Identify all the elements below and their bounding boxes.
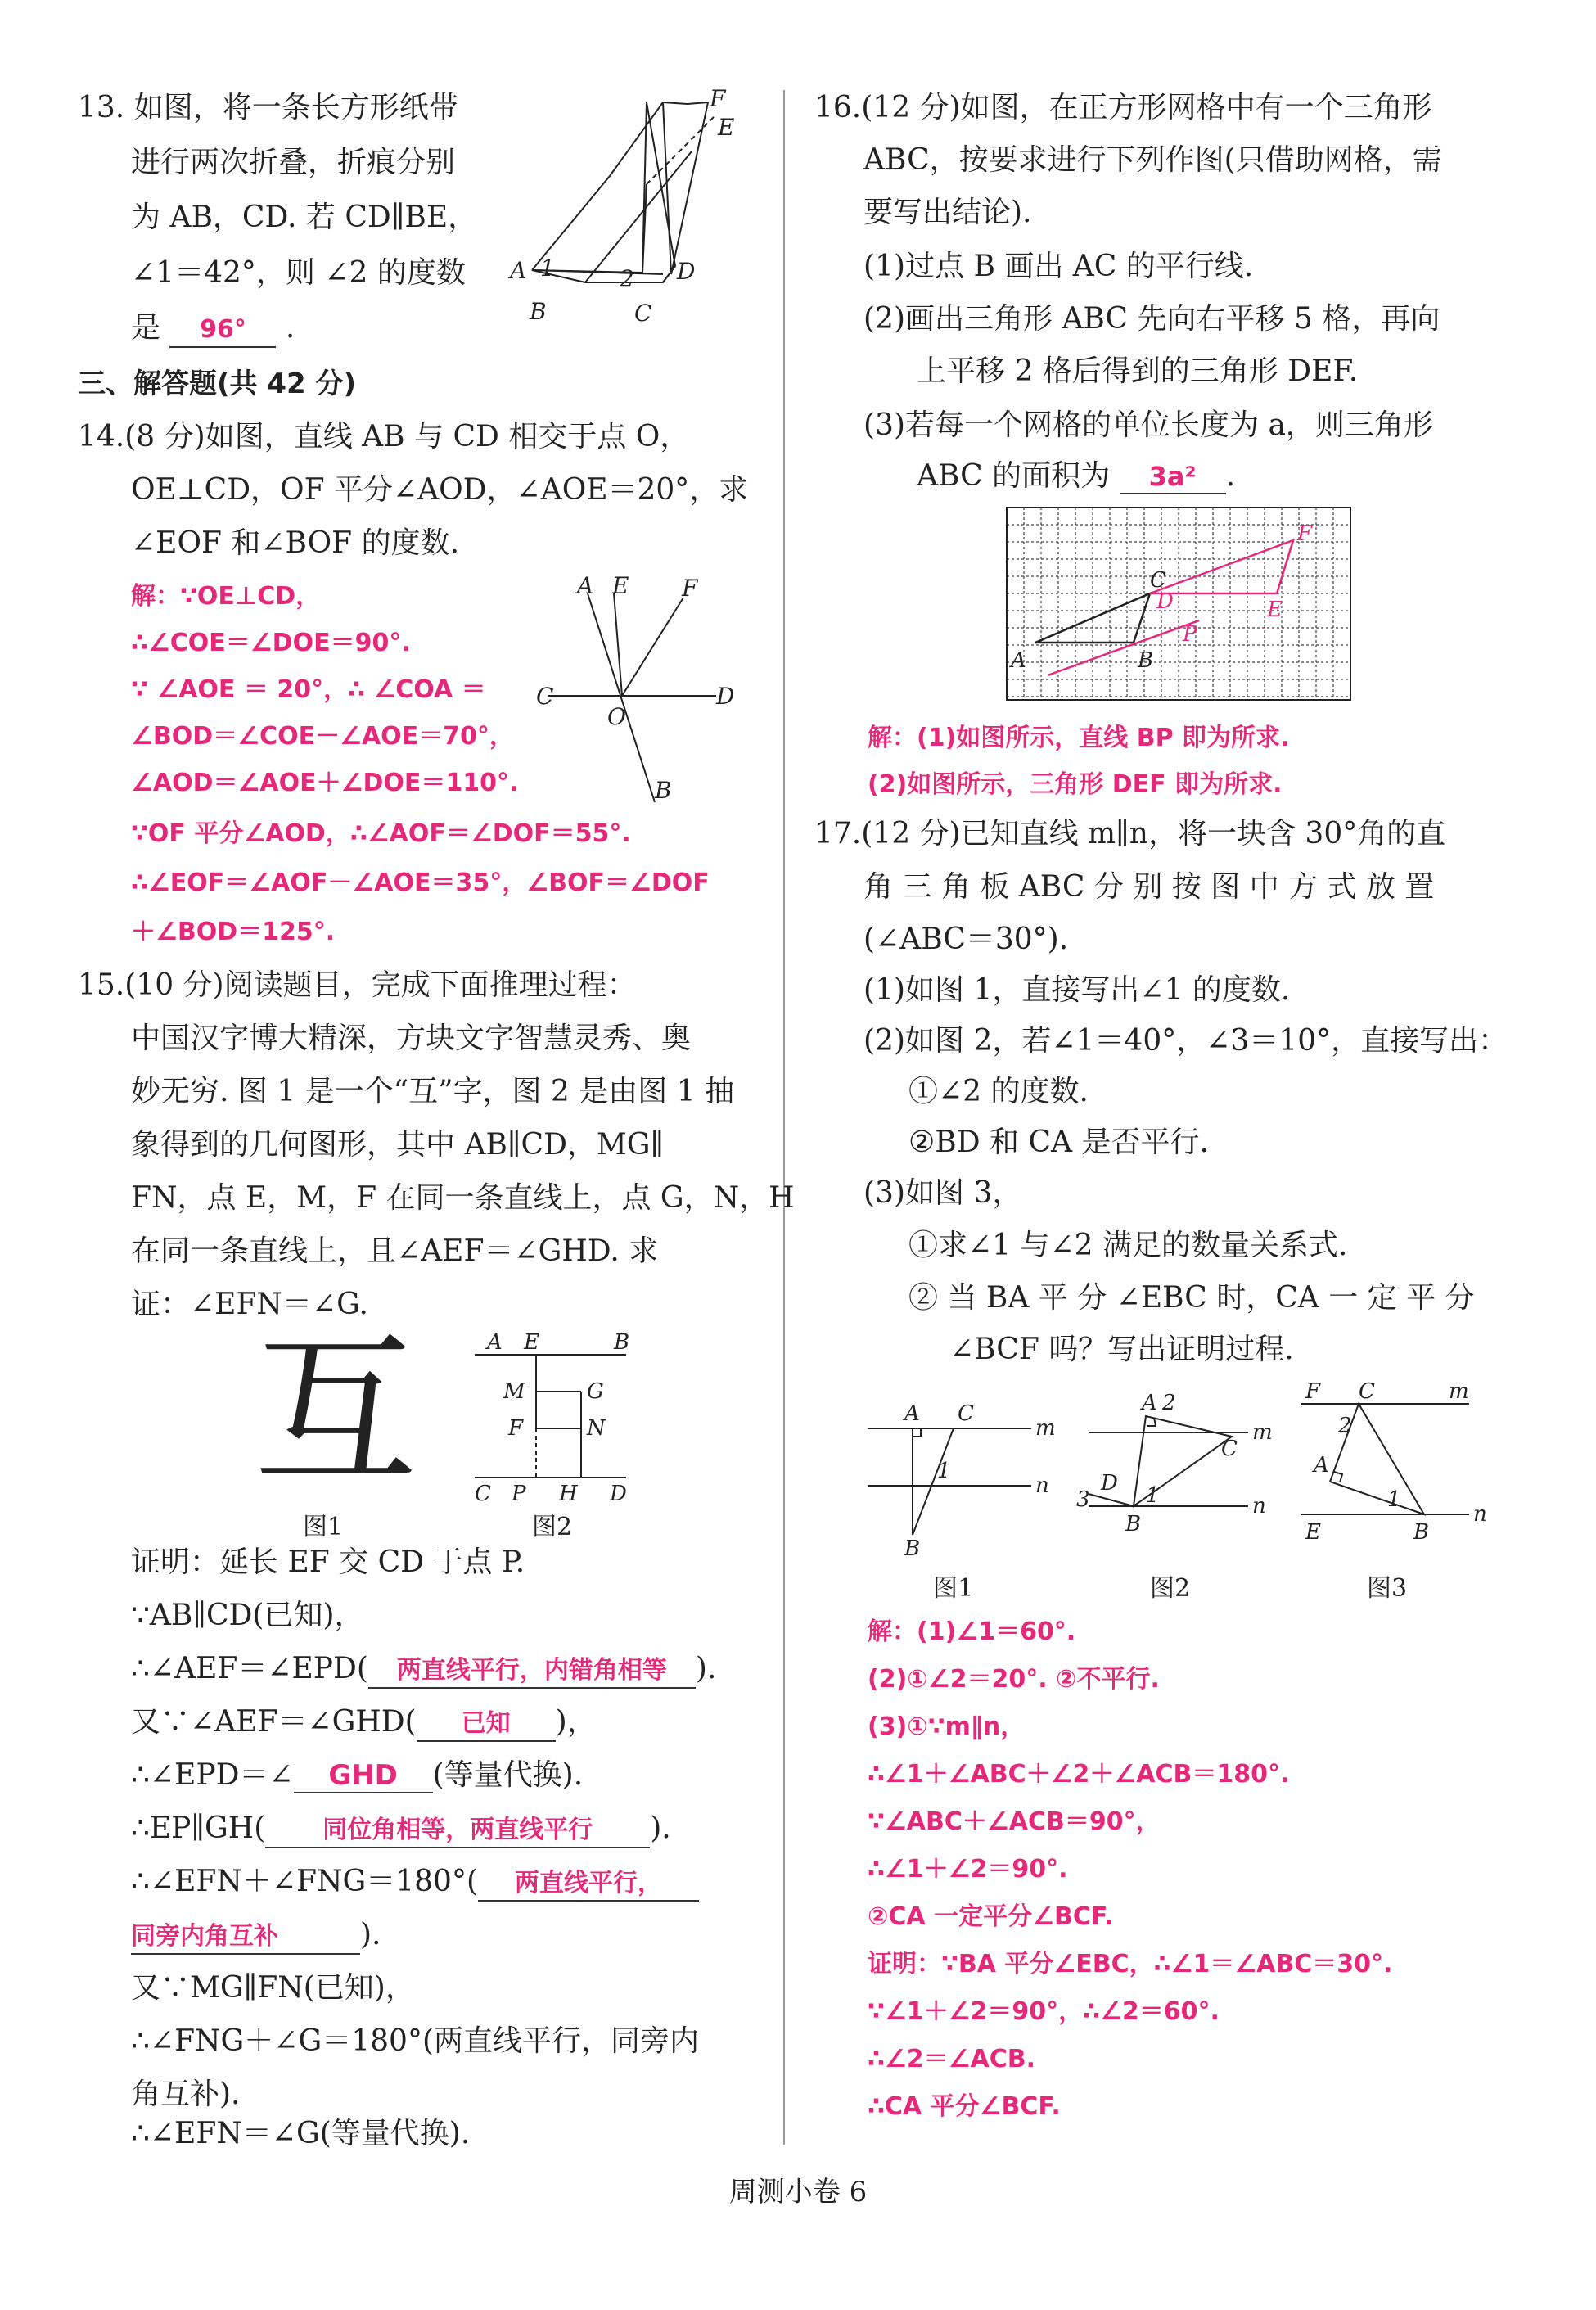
- right-angle-mark: [1147, 1418, 1156, 1426]
- label-F: F: [710, 86, 726, 112]
- label-D: D: [677, 258, 696, 285]
- q15-line-4: 象得到的几何图形，其中 AB∥CD，MG∥: [131, 1128, 665, 1162]
- label-D: D: [1101, 1471, 1118, 1496]
- label-B: B: [655, 777, 672, 804]
- right-angle-mark: [1334, 1472, 1342, 1482]
- label-A: A: [1314, 1453, 1329, 1478]
- q17-solution-7: ②CA 一定平分∠BCF.: [868, 1902, 1114, 1931]
- label-m: m: [1252, 1420, 1273, 1445]
- strip-edge-2: [585, 151, 692, 282]
- label-C: C: [1221, 1437, 1238, 1461]
- q14-line-1: 14.(8 分)如图，直线 AB 与 CD 相交于点 O，: [78, 420, 690, 453]
- q17-line-2: 角 三 角 板 ABC 分 别 按 图 中 方 式 放 置: [863, 870, 1435, 904]
- label-C: C: [536, 683, 554, 710]
- q15-proof-11: 角互补).: [131, 2078, 241, 2111]
- label-B: B: [530, 298, 547, 325]
- q15-line-7: 证：∠EFN＝∠G.: [131, 1288, 369, 1321]
- label-M: M: [503, 1379, 525, 1404]
- q17-solution-4: ∴∠1＋∠ABC＋∠2＋∠ACB＝180°.: [868, 1760, 1290, 1789]
- q15-proof-6-end: ).: [650, 1811, 671, 1845]
- q17-solution-11: ∴CA 平分∠BCF.: [868, 2092, 1061, 2121]
- label-D: D: [610, 1482, 627, 1502]
- q15-line-2: 中国汉字博大精深，方块文字智慧灵秀、奥: [131, 1022, 692, 1055]
- q15-proof-7: [131, 1862, 699, 1902]
- folded-top: [663, 102, 708, 274]
- q15-proof-1: 证明：延长 EF 交 CD 于点 P.: [131, 1545, 525, 1579]
- label-B: B: [1413, 1520, 1430, 1545]
- label-A: A: [1142, 1391, 1157, 1415]
- label-F: F: [682, 575, 698, 602]
- q15-proof-4-text: 又∵∠AEF＝∠GHD(: [131, 1705, 417, 1739]
- crease-cd: [663, 266, 675, 282]
- label-E: E: [1305, 1520, 1321, 1545]
- q15-proof-2: ∵AB∥CD(已知)，: [131, 1599, 364, 1632]
- q17-fig3: [1297, 1375, 1494, 1551]
- line-BD: [1089, 1494, 1134, 1506]
- q17-solution-3: (3)①∵m∥n，: [868, 1712, 1026, 1741]
- line-AB: [588, 593, 655, 802]
- q13-line-5-text: 是: [131, 311, 161, 345]
- label-A: A: [487, 1330, 503, 1355]
- label-C: C: [958, 1401, 974, 1426]
- label-B: B: [1138, 648, 1154, 673]
- label-E: E: [612, 573, 629, 599]
- q14-intersecting-lines-figure: [532, 573, 753, 810]
- q14-line-2: OE⊥CD，OF 平分∠AOD，∠AOE＝20°，求: [131, 473, 749, 507]
- q16-line-7: (3)若每一个网格的单位长度为 a，则三角形: [863, 408, 1433, 442]
- q17-fig2: [1072, 1383, 1285, 1547]
- q16-line-2: ABC，按要求进行下列作图(只借助网格，需: [863, 143, 1442, 177]
- label-2: 2: [1162, 1391, 1176, 1415]
- q16-answer-blank: 3a²: [1120, 460, 1226, 494]
- label-F: F: [508, 1416, 524, 1441]
- section-3-heading: 三、解答题(共 42 分): [78, 368, 357, 400]
- label-A: A: [577, 573, 594, 599]
- label-n: n: [1035, 1473, 1049, 1498]
- q13-line-2: 进行两次折叠，折痕分别: [131, 146, 456, 179]
- q16-grid-figure: [1003, 503, 1363, 708]
- q13-line-4: ∠1＝42°，则 ∠2 的度数: [131, 256, 466, 290]
- q15-proof-5: [131, 1756, 583, 1795]
- q15-proof-6-text: ∴EP∥GH(: [131, 1811, 266, 1845]
- q16-line-8-text: ABC 的面积为: [917, 459, 1111, 493]
- q15-proof-3: [131, 1649, 716, 1689]
- label-P: P: [512, 1482, 526, 1502]
- label-2: 2: [620, 265, 634, 292]
- q16-solution-2: (2)如图所示，三角形 DEF 即为所求.: [868, 770, 1283, 799]
- label-3: 3: [1076, 1487, 1090, 1512]
- column-divider: [783, 90, 785, 2145]
- label-B: B: [904, 1536, 921, 1561]
- q14-line-3: ∠EOF 和∠BOF 的度数.: [131, 526, 460, 560]
- label-C: C: [1150, 568, 1166, 593]
- label-E: E: [718, 114, 735, 141]
- q16-line-8-end: .: [1225, 459, 1236, 493]
- label-A: A: [510, 257, 527, 284]
- label-E: E: [524, 1330, 539, 1355]
- q17-solution-10: ∴∠2＝∠ACB.: [868, 2045, 1036, 2073]
- q13-line-5: [131, 309, 295, 348]
- q17-line-3: (∠ABC＝30°).: [863, 923, 1069, 956]
- q15-proof-6: [131, 1809, 671, 1848]
- q15-proof-4-end: )，: [555, 1705, 597, 1739]
- q17-line-6: ①∠2 的度数.: [908, 1075, 1089, 1108]
- q17-line-1: 17.(12 分)已知直线 m∥n，将一块含 30°角的直: [814, 817, 1446, 850]
- q14-solution-3: ∵ ∠AOE ＝ 20°，∴ ∠COA ＝: [131, 675, 486, 704]
- q17-fig1-caption: 图1: [933, 1574, 974, 1603]
- q15-blank-3: GHD: [294, 1759, 433, 1793]
- q16-line-8: [917, 457, 1235, 496]
- q14-solution-4: ∠BOD＝∠COE－∠AOE＝70°，: [131, 722, 514, 751]
- q15-blank-4: 同位角相等，两直线平行: [265, 1814, 650, 1848]
- label-A: A: [1011, 648, 1026, 673]
- q17-solution-6: ∴∠1＋∠2＝90°.: [868, 1855, 1068, 1884]
- label-1: 1: [540, 255, 555, 282]
- q15-fig1-caption: 图1: [303, 1513, 344, 1541]
- q14-solution-7: ∴∠EOF＝∠AOF－∠AOE＝35°，∠BOF＝∠DOF: [131, 869, 710, 897]
- page-footer: 周测小卷 6: [728, 2176, 868, 2208]
- dashed-line: [647, 115, 716, 184]
- q15-fig2-caption: 图2: [532, 1513, 573, 1541]
- q15-blank-5: 两直线平行，: [478, 1867, 699, 1902]
- label-n: n: [1473, 1502, 1487, 1527]
- label-B: B: [1125, 1512, 1142, 1536]
- q17-line-5: (2)如图 2，若∠1＝40°，∠3＝10°，直接写出：: [863, 1024, 1508, 1058]
- q16-solution-1: 解：(1)如图所示，直线 BP 即为所求.: [868, 724, 1290, 752]
- q15-blank-1: 两直线平行，内错角相等: [368, 1654, 696, 1689]
- q15-proof-7-text: ∴∠EFN＋∠FNG＝180°(: [131, 1865, 478, 1898]
- q15-proof-4: [131, 1703, 597, 1742]
- right-angle-mark: [913, 1428, 921, 1437]
- q13-line-5-end: .: [285, 311, 295, 345]
- q15-line-6: 在同一条直线上，且∠AEF＝∠GHD. 求: [131, 1234, 659, 1268]
- label-1: 1: [937, 1459, 951, 1483]
- line-BP: [1048, 620, 1199, 675]
- triangle-DEF: [1150, 540, 1293, 593]
- q17-fig2-caption: 图2: [1150, 1574, 1191, 1603]
- label-m: m: [1449, 1379, 1469, 1404]
- q14-solution-6: ∵OF 平分∠AOD，∴∠AOF＝∠DOF＝55°.: [131, 819, 631, 848]
- q17-line-10: ② 当 BA 平 分 ∠EBC 时，CA 一 定 平 分: [908, 1281, 1475, 1315]
- q15-line-3: 妙无穷. 图 1 是一个“互”字，图 2 是由图 1 抽: [131, 1075, 735, 1108]
- q17-solution-1: 解：(1)∠1＝60°.: [868, 1617, 1076, 1646]
- label-P: P: [1183, 622, 1197, 647]
- label-C: C: [475, 1482, 491, 1502]
- q16-line-3: 要写出结论).: [863, 196, 1032, 229]
- q17-solution-9: ∵∠1＋∠2＝90°，∴∠2＝60°.: [868, 1997, 1220, 2026]
- q13-folded-strip-figure: [503, 86, 749, 332]
- label-F: F: [1305, 1379, 1321, 1404]
- label-G: G: [587, 1379, 604, 1404]
- label-N: N: [587, 1416, 606, 1441]
- q15-proof-5-end: (等量代换).: [432, 1758, 584, 1792]
- q17-solution-8: 证明：∵BA 平分∠EBC，∴∠1＝∠ABC＝30°.: [868, 1950, 1393, 1978]
- q16-line-1: 16.(12 分)如图，在正方形网格中有一个三角形: [814, 91, 1432, 124]
- q17-line-4: (1)如图 1，直接写出∠1 的度数.: [863, 973, 1291, 1007]
- q15-line-1: 15.(10 分)阅读题目，完成下面推理过程：: [78, 968, 637, 1002]
- q17-fig1: [863, 1387, 1060, 1563]
- q17-fig3-caption: 图3: [1367, 1574, 1408, 1603]
- q15-proof-3-text: ∴∠AEF＝∠EPD(: [131, 1652, 368, 1685]
- label-n: n: [1252, 1494, 1266, 1518]
- label-O: O: [607, 703, 626, 730]
- q14-solution-1: 解：∵OE⊥CD，: [131, 582, 321, 611]
- q15-blank-2: 已知: [417, 1708, 556, 1742]
- label-1: 1: [1146, 1483, 1160, 1508]
- label-D: D: [1156, 589, 1174, 614]
- label-H: H: [559, 1482, 578, 1502]
- q13-answer-blank: 96°: [169, 314, 276, 348]
- q14-solution-2: ∴∠COE＝∠DOE＝90°.: [131, 629, 411, 657]
- q17-solution-5: ∵∠ABC＋∠ACB＝90°，: [868, 1807, 1161, 1836]
- ray-OF: [622, 598, 683, 696]
- q14-solution-5: ∠AOD＝∠AOE＋∠DOE＝110°.: [131, 769, 519, 797]
- q15-proof-8-end: ).: [360, 1918, 381, 1951]
- label-C: C: [1359, 1379, 1375, 1404]
- q15-line-5: FN，点 E，M，F 在同一条直线上，点 G，N，H: [131, 1181, 795, 1215]
- q15-proof-12: ∴∠EFN＝∠G(等量代换).: [131, 2117, 471, 2150]
- q15-hanzi-hu: 互: [254, 1316, 418, 1507]
- label-A: A: [904, 1401, 920, 1426]
- label-D: D: [716, 683, 735, 710]
- label-C: C: [634, 300, 652, 327]
- label-F: F: [1297, 521, 1313, 546]
- q15-proof-10: ∴∠FNG＋∠G＝180°(两直线平行，同旁内: [131, 2024, 699, 2058]
- label-B: B: [614, 1330, 630, 1355]
- q16-line-6: 上平移 2 格后得到的三角形 DEF.: [917, 354, 1359, 388]
- q17-line-9: ①求∠1 与∠2 满足的数量关系式.: [908, 1229, 1348, 1262]
- q17-line-8: (3)如图 3，: [863, 1176, 1022, 1210]
- q17-solution-2: (2)①∠2＝20°. ②不平行.: [868, 1665, 1160, 1694]
- q17-line-7: ②BD 和 CA 是否平行.: [908, 1126, 1209, 1159]
- q15-fig2-geometry: [471, 1326, 659, 1502]
- q16-line-4: (1)过点 B 画出 AC 的平行线.: [863, 250, 1254, 283]
- q15-proof-3-end: ).: [695, 1652, 717, 1685]
- label-2: 2: [1338, 1414, 1352, 1438]
- q15-proof-8: [131, 1915, 381, 1955]
- q13-line-3: 为 AB，CD. 若 CD∥BE，: [131, 201, 478, 234]
- q17-line-11: ∠BCF 吗？写出证明过程.: [949, 1333, 1294, 1366]
- q14-solution-8: ＋∠BOD＝125°.: [131, 918, 336, 946]
- q15-proof-9: 又∵MG∥FN(已知)，: [131, 1971, 415, 2005]
- q13-line-1: 13. 如图，将一条长方形纸带: [78, 91, 458, 124]
- label-1: 1: [1387, 1487, 1401, 1512]
- strip-edge-3: [610, 102, 663, 176]
- label-E: E: [1267, 598, 1283, 622]
- q15-blank-6: 同旁内角互补: [131, 1920, 360, 1955]
- label-m: m: [1035, 1416, 1056, 1441]
- q16-line-5: (2)画出三角形 ABC 先向右平移 5 格，再向: [863, 302, 1440, 336]
- q15-proof-5-text: ∴∠EPD＝∠: [131, 1758, 294, 1792]
